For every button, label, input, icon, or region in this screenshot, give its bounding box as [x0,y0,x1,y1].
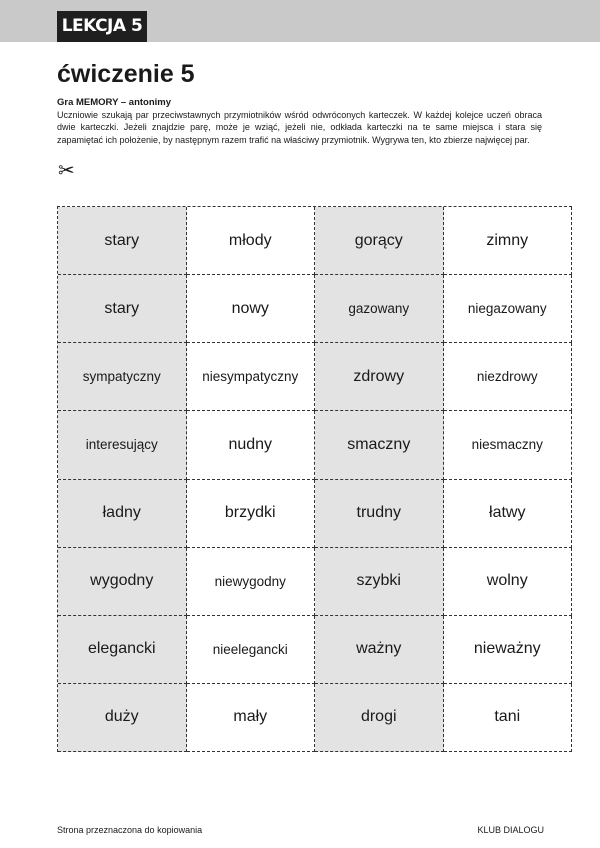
memory-card: niezdrowy [444,343,573,411]
memory-card: szybki [315,548,444,616]
memory-card: gorący [315,207,444,275]
memory-card: ładny [58,480,187,548]
memory-card: tani [444,684,573,752]
memory-card: stary [58,207,187,275]
memory-card: łatwy [444,480,573,548]
memory-card: nieważny [444,616,573,684]
memory-card: nowy [187,275,316,343]
footer-publisher: KLUB DIALOGU [477,825,544,835]
footer-copy-note: Strona przeznaczona do kopiowania [57,825,203,835]
memory-card: niesmaczny [444,411,573,479]
memory-card: drogi [315,684,444,752]
exercise-instructions: Uczniowie szukają par przeciwstawnych przymiotników wśród odwróconych karteczek. W każdej kolejce uczeń obraca dwie karteczki. Jeżeli znajdzie parę, może je wziąć, jeżeli nie, odkłada karteczki na te same miejsca i stara się zapamiętać ich położenie, by następnym razem trafić na właściwy przymiotnik. Wygrywa ten, kto zbierze najwięcej par. [57,110,542,145]
memory-card: wygodny [58,548,187,616]
memory-card: gazowany [315,275,444,343]
memory-card: nudny [187,411,316,479]
exercise-title: ćwiczenie 5 [57,60,195,88]
memory-card: zdrowy [315,343,444,411]
memory-card: wolny [444,548,573,616]
memory-card: stary [58,275,187,343]
memory-card: zimny [444,207,573,275]
memory-card: brzydki [187,480,316,548]
memory-card: elegancki [58,616,187,684]
memory-card: sympatyczny [58,343,187,411]
memory-card: interesujący [58,411,187,479]
lesson-label: LEKCJA 5 [57,11,147,42]
scissors-icon: ✂ [58,158,75,182]
memory-card: smaczny [315,411,444,479]
memory-card: młody [187,207,316,275]
memory-card: mały [187,684,316,752]
top-bar [0,0,600,42]
exercise-subtitle: Gra MEMORY – antonimy [57,97,172,108]
memory-card: niegazowany [444,275,573,343]
memory-card: nieelegancki [187,616,316,684]
memory-card-grid [57,206,572,752]
memory-card: trudny [315,480,444,548]
memory-card: niewygodny [187,548,316,616]
memory-card: ważny [315,616,444,684]
memory-card: niesympatyczny [187,343,316,411]
memory-card: duży [58,684,187,752]
